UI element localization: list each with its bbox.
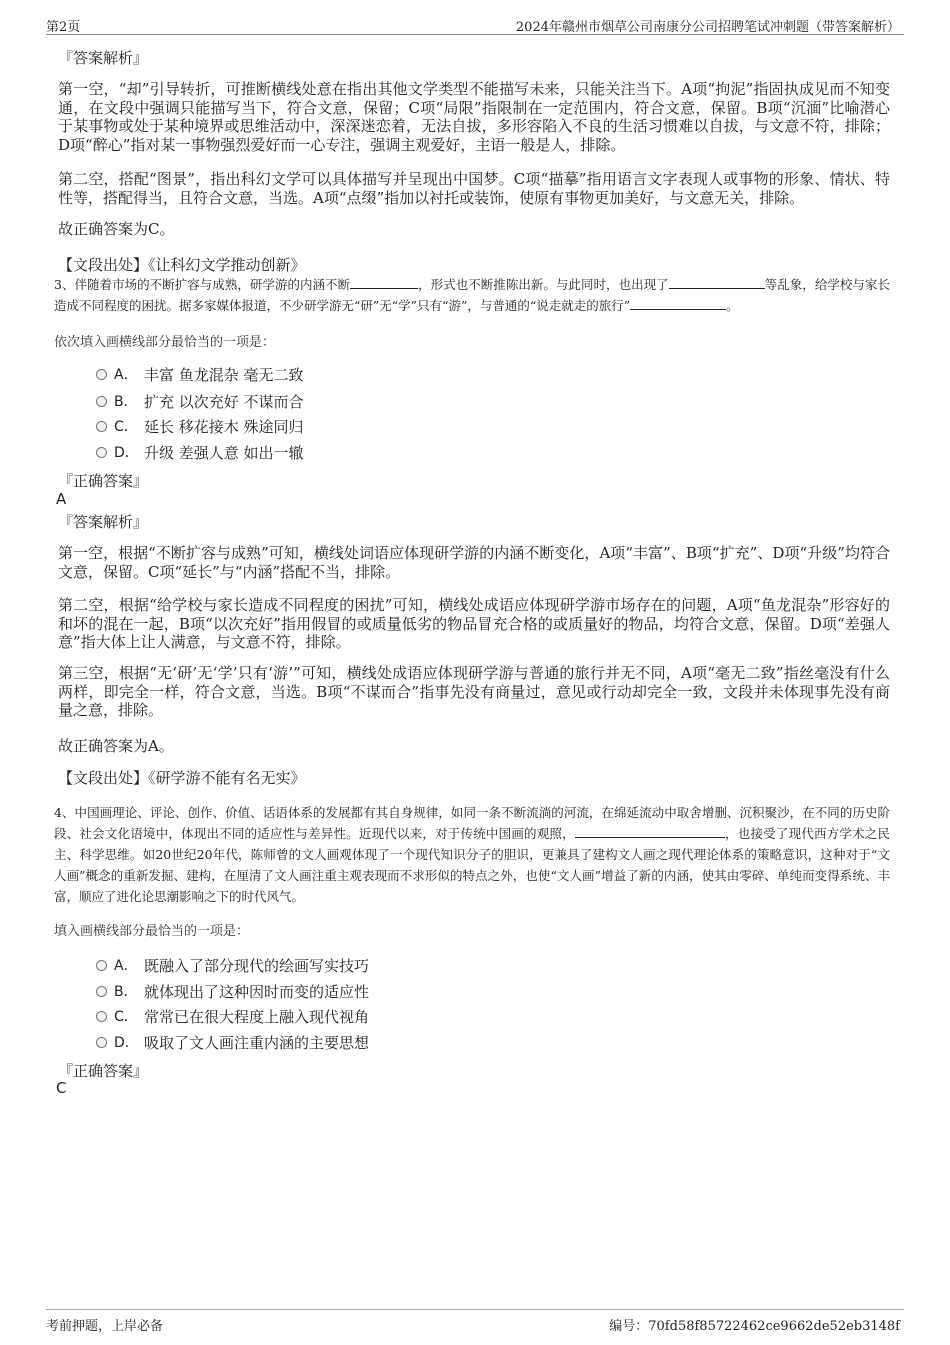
q3-answer-label: 『正确答案』 xyxy=(58,472,149,490)
q3-answer: A xyxy=(56,490,67,508)
q2-analysis-p2: 第二空，搭配“图景”，指出科幻文学可以具体描写并呈现出中国梦。C项“描摹”指用语言文字表现人或事物的形象、情状、特性等，搭配得当，且符合文意，当选。A项“点缀”指加以衬托或装饰，使原有事物更加美好，与文意无关，排除。 xyxy=(58,170,890,207)
page-number: 第2页 xyxy=(46,20,81,35)
q4-stem xyxy=(54,802,890,907)
q3-source: 【文段出处】《研学游不能有名无实》 xyxy=(58,769,306,787)
q3-blank-1 xyxy=(350,276,418,289)
q4-answer-label: 『正确答案』 xyxy=(58,1062,149,1080)
q4-stem-part-2: ，也接受了现代西方学术之民主、科学思维。如20世纪20年代，陈师曾的文人画观体现了一个现代知识分子的胆识，更兼具了建构文人画之现代理论体系的策略意识，这种对于“文人画”概念的重新发掘、建构，在厘清了文人画注重主观表现而不求形似的特点之外，也使“文人画”增益了新的内涵，使其由零碎、单纯而变得系统、丰富，顺应了进化论思潮影响之下的时代风气。 xyxy=(54,826,890,904)
q2-source: 【文段出处】《让科幻文学推动创新》 xyxy=(58,256,306,274)
page-footer xyxy=(46,1309,904,1334)
q2-analysis-label: 『答案解析』 xyxy=(58,49,149,67)
q3-analysis-label: 『答案解析』 xyxy=(58,513,149,531)
q3-stem-part-4: 。 xyxy=(726,298,739,313)
q2-analysis-p1: 第一空，“却”引导转折，可推断横线处意在指出其他文学类型不能描写未来，只能关注当下。A项“拘泥”指固执成见而不知变通，在文段中强调只能描写当下，符合文意，保留；C项“局限”指限制在一定范围内，符合文意，保留。B项“沉湎”比喻潜心于某事物或处于某种境界或思维活动中，深深迷恋着，无法自拔，多形容陷入不良的生活习惯难以自拔，与文意不符，排除；D项“醉心”指对某一事物强烈爱好而一心专注，强调主观爱好，主语一般是人，排除。 xyxy=(58,80,890,154)
q4-answer: C xyxy=(56,1079,67,1097)
radio-icon[interactable] xyxy=(96,1011,107,1022)
q3-stem-part-2: ，形式也不断推陈出新。与此同时，也出现了 xyxy=(418,277,669,292)
page-header xyxy=(46,14,904,35)
q4-instruction: 填入画横线部分最恰当的一项是： xyxy=(54,924,250,939)
radio-icon[interactable] xyxy=(96,396,107,407)
q3-stem xyxy=(54,274,890,316)
radio-icon[interactable] xyxy=(96,1037,107,1048)
q3-blank-2 xyxy=(669,276,765,289)
q3-conclusion: 故正确答案为A。 xyxy=(58,737,174,755)
q3-instruction: 依次填入画横线部分最恰当的一项是： xyxy=(54,335,276,350)
radio-icon[interactable] xyxy=(96,447,107,458)
q3-stem-part-1: 3、伴随着市场的不断扩容与成熟，研学游的内涵不断 xyxy=(54,277,351,292)
radio-icon[interactable] xyxy=(96,421,107,432)
document-title: 2024年赣州市烟草公司南康分公司招聘笔试冲刺题（带答案解析） xyxy=(515,20,900,35)
radio-icon[interactable] xyxy=(96,960,107,971)
q4-blank xyxy=(575,825,725,838)
q2-conclusion: 故正确答案为C。 xyxy=(58,220,175,238)
q3-analysis-p2: 第二空，根据“给学校与家长造成不同程度的困扰”可知，横线处成语应体现研学游市场存在的问题，A项“鱼龙混杂”形容好的和坏的混在一起，B项“以次充好”指用假冒的或质量低劣的物品冒充合格的或质量好的物品，均符合文意，保留。D项“差强人意”指大体上让人满意，与文意不符，排除。 xyxy=(58,596,890,651)
footer-code: 编号：70fd58f85722462ce9662de52eb3148f xyxy=(609,1319,900,1334)
q3-blank-3 xyxy=(630,297,726,310)
radio-icon[interactable] xyxy=(96,369,107,380)
radio-icon[interactable] xyxy=(96,986,107,997)
q3-analysis-p3: 第三空，根据“无‘研’无‘学’只有‘游’”可知，横线处成语应体现研学游与普通的旅行并无不同，A项“毫无二致”指丝毫没有什么两样，即完全一样，符合文意，当选。B项“不谋而合”指事先没有商量过，意见或行动却完全一致，文段并未体现事先没有商量之意，排除。 xyxy=(58,664,890,719)
q3-analysis-p1: 第一空，根据“不断扩容与成熟”可知，横线处词语应体现研学游的内涵不断变化，A项“丰富”、B项“扩充”、D项“升级”均符合文意，保留。C项“延长”与“内涵”搭配不当，排除。 xyxy=(58,544,890,581)
footer-slogan: 考前押题，上岸必备 xyxy=(46,1319,164,1334)
q3-stem-part-3: 等乱象，给学校与家长造成不同程度的困扰。据多家媒体报道，不少研学游无“研”无“学”只有“游”，与普通的“说走就走的旅行” xyxy=(54,277,890,313)
q4-stem-part-1: 4、中国画理论、评论、创作、价值、话语体系的发展都有其自身规律，如同一条不断流淌的河流，在绵延流动中取舍增删、沉积聚沙，在不同的历史阶段、社会文化语境中，体现出不同的适应性与差异性。近现代以来，对于传统中国画的观照， xyxy=(54,805,890,841)
